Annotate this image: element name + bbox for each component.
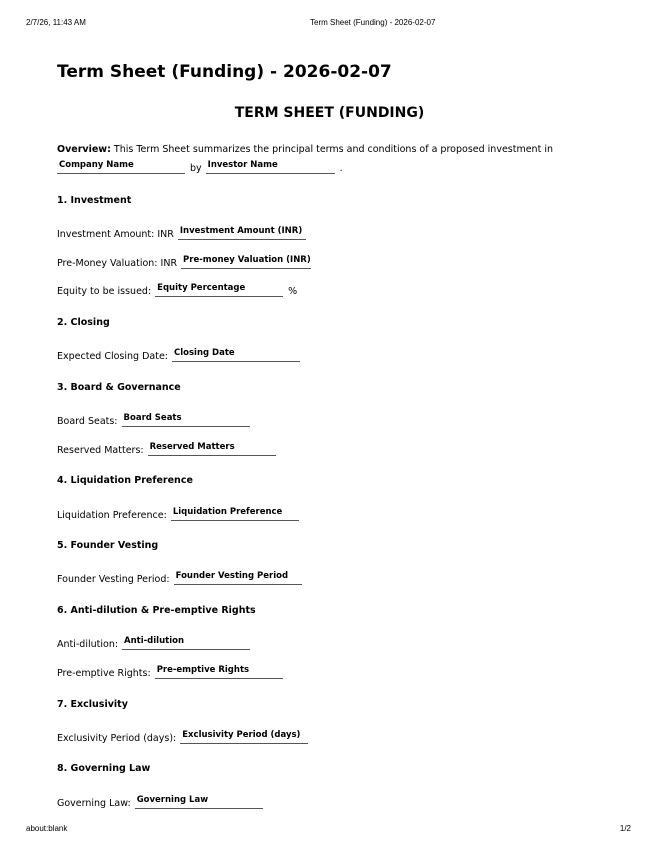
document-heading: TERM SHEET (FUNDING) xyxy=(234,105,425,121)
section-heading-closing: 2. Closing xyxy=(57,317,110,328)
board-seats-field[interactable]: Board Seats xyxy=(122,413,250,427)
liquidation-field[interactable]: Liquidation Preference xyxy=(171,507,299,521)
section-heading-liquidation: 4. Liquidation Preference xyxy=(57,475,193,486)
exclusivity-label: Exclusivity Period (days): xyxy=(57,733,177,744)
vesting-field[interactable]: Founder Vesting Period xyxy=(174,571,302,585)
reserved-matters-label: Reserved Matters: xyxy=(57,445,144,456)
pre-money-field[interactable]: Pre-money Valuation (INR) xyxy=(181,255,311,269)
investment-amount-line xyxy=(57,226,306,240)
pre-money-line xyxy=(57,255,311,269)
investment-amount-label: Investment Amount: INR xyxy=(57,229,174,240)
closing-date-label: Expected Closing Date: xyxy=(57,351,168,362)
governing-law-line xyxy=(57,795,263,809)
section-heading-board: 3. Board & Governance xyxy=(57,382,181,393)
print-datetime: 2/7/26, 11:43 AM xyxy=(26,18,86,27)
reserved-matters-line xyxy=(57,442,276,456)
print-page-title: Term Sheet (Funding) - 2026-02-07 xyxy=(310,18,436,27)
overview-label: Overview: xyxy=(57,144,111,155)
anti-dilution-line xyxy=(57,636,250,650)
exclusivity-field[interactable]: Exclusivity Period (days) xyxy=(180,730,308,744)
closing-date-field[interactable]: Closing Date xyxy=(172,348,300,362)
liquidation-line xyxy=(57,507,299,521)
equity-field[interactable]: Equity Percentage xyxy=(155,283,283,297)
pre-money-label: Pre-Money Valuation: INR xyxy=(57,258,178,269)
section-heading-governing-law: 8. Governing Law xyxy=(57,763,151,774)
pre-emptive-label: Pre-emptive Rights: xyxy=(57,668,151,679)
governing-law-label: Governing Law: xyxy=(57,798,131,809)
equity-line xyxy=(57,283,297,297)
pre-emptive-field[interactable]: Pre-emptive Rights xyxy=(155,665,283,679)
liquidation-label: Liquidation Preference: xyxy=(57,510,167,521)
period-text: . xyxy=(339,163,343,174)
governing-law-field[interactable]: Governing Law xyxy=(135,795,263,809)
board-seats-line xyxy=(57,413,250,427)
investor-name-field[interactable]: Investor Name xyxy=(206,160,335,174)
vesting-line xyxy=(57,571,302,585)
closing-date-line xyxy=(57,348,300,362)
print-url: about:blank xyxy=(26,824,68,833)
reserved-matters-field[interactable]: Reserved Matters xyxy=(148,442,276,456)
print-page-number: 1/2 xyxy=(619,824,631,833)
document-title: Term Sheet (Funding) - 2026-02-07 xyxy=(57,62,392,82)
overview-text: This Term Sheet summarizes the principal terms and conditions of a proposed investment in xyxy=(113,144,553,155)
percent-sign: % xyxy=(288,286,298,297)
section-heading-investment: 1. Investment xyxy=(57,195,132,206)
board-seats-label: Board Seats: xyxy=(57,416,118,427)
overview-parties-line xyxy=(57,160,343,174)
section-heading-vesting: 5. Founder Vesting xyxy=(57,540,159,551)
section-heading-anti-dilution: 6. Anti-dilution & Pre-emptive Rights xyxy=(57,605,256,616)
anti-dilution-field[interactable]: Anti-dilution xyxy=(122,636,250,650)
overview-paragraph xyxy=(57,144,553,155)
anti-dilution-label: Anti-dilution: xyxy=(57,639,119,650)
by-text: by xyxy=(190,163,202,174)
investment-amount-field[interactable]: Investment Amount (INR) xyxy=(178,226,306,240)
pre-emptive-line xyxy=(57,665,283,679)
company-name-field[interactable]: Company Name xyxy=(57,160,185,174)
vesting-label: Founder Vesting Period: xyxy=(57,574,170,585)
equity-label: Equity to be issued: xyxy=(57,286,152,297)
exclusivity-line xyxy=(57,730,308,744)
section-heading-exclusivity: 7. Exclusivity xyxy=(57,699,128,710)
